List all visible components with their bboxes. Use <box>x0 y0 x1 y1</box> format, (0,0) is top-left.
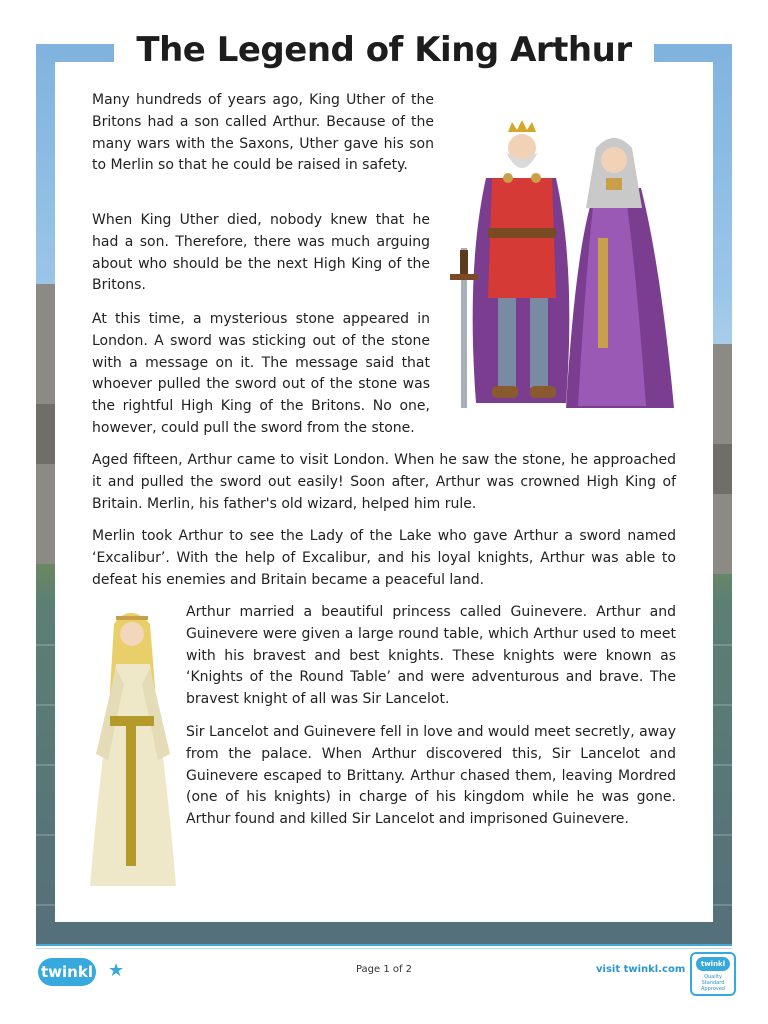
paragraph-5: Merlin took Arthur to see the Lady of the Lake who gave Arthur a sword named ‘Excalibur’. With the help of Excalibur, and his loyal knights, Arthur was able to defeat his enemies and Britain became a peaceful land. <box>92 528 676 588</box>
footer-divider <box>36 944 732 946</box>
king-and-queen-illustration <box>446 118 680 420</box>
paragraph-2: When King Uther died, nobody knew that he had a son. Therefore, there was much arguing about who should be the next High King of the Britons. <box>92 212 430 294</box>
paragraph-6: Arthur married a beautiful princess called Guinevere. Arthur and Guinevere were given a large round table, which Arthur used to meet with his bravest and best knights. These knights were known as ‘Knights of the Round Table’ and were adventurous and brave. The bravest knight of all was Sir Lancelot. <box>186 604 676 708</box>
paragraph-3: At this time, a mysterious stone appeared in London. A sword was sticking out of the stone with a message on it. The message said that whoever pulled the sword out of the stone was the rightful High King of the Britons. No one, however, could pull the sword from the stone. <box>92 311 430 436</box>
badge-text: Quality Standard Approved <box>701 974 725 992</box>
visit-link[interactable]: visit twinkl.com <box>596 964 686 975</box>
paragraph-4: Aged fifteen, Arthur came to visit London. When he saw the stone, he approached it and pulled the sword out easily! Soon after, Arthur was crowned High King of Britain. Merlin, his father's old wizard, helped him rule. <box>92 452 676 512</box>
twinkl-logo[interactable]: twinkl <box>38 958 96 986</box>
star-icon: ★ <box>108 960 125 981</box>
paragraph-7: Sir Lancelot and Guinevere fell in love and would meet secretly, away from the palace. When Arthur discovered this, Sir Lancelot and Guinevere escaped to Brittany. Arthur chased them, leaving Mordred (one of his knights) in charge of his kingdom while he was gone. Arthur found and killed Sir Lancelot and imprisoned Guinevere. <box>186 724 676 828</box>
badge-logo: twinkl <box>696 957 730 971</box>
footer-divider-bottom <box>36 948 732 949</box>
quality-badge <box>690 952 736 996</box>
page-title: The Legend of King Arthur <box>136 30 632 70</box>
page-number: Page 1 of 2 <box>355 964 413 975</box>
paragraph-1: Many hundreds of years ago, King Uther of the Britons had a son called Arthur. Because of the many wars with the Saxons, Uther gave his son to Merlin so that he could be raised in safety. <box>92 92 434 174</box>
guinevere-illustration <box>86 604 180 892</box>
